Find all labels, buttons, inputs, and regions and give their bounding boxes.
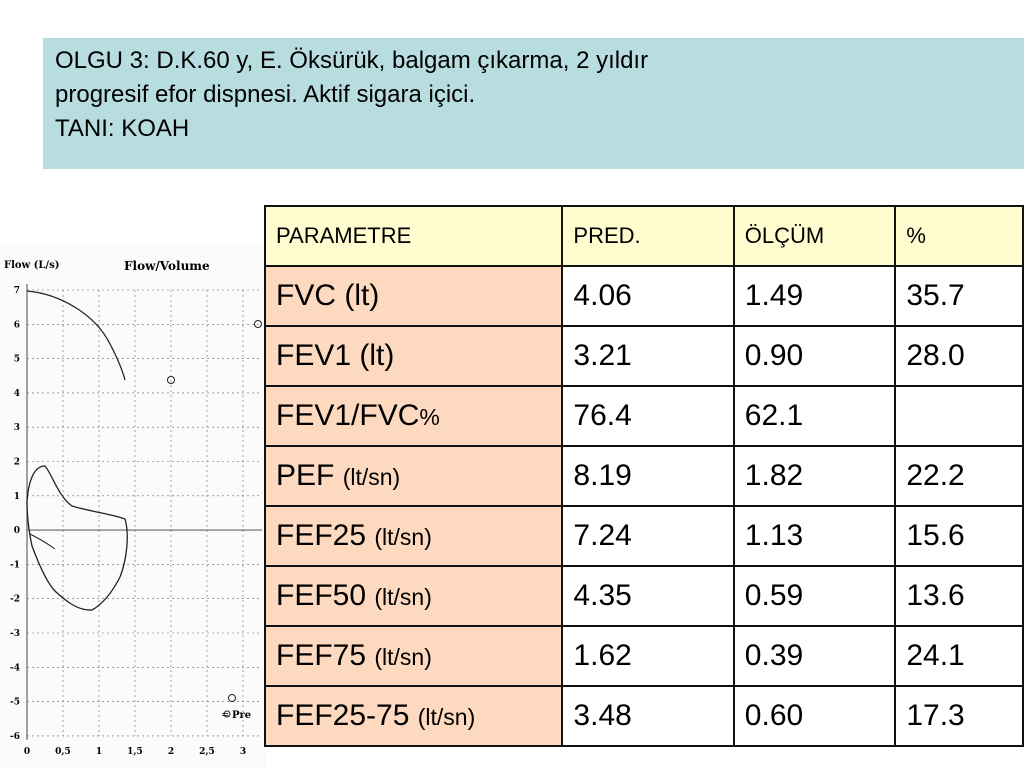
x-tick-label: 3 [239, 746, 247, 757]
case-line-1: OLGU 3: D.K.60 y, E. Öksürük, balgam çıkarma, 2 yıldır [55, 47, 649, 74]
header-parametre: PARAMETRE [265, 206, 562, 266]
pred-cell: 4.06 [562, 266, 733, 326]
olcum-cell: 0.39 [734, 626, 896, 686]
param-cell [265, 326, 562, 386]
param-cell [265, 386, 562, 446]
predicted-expiratory-curve [27, 291, 125, 380]
pred-cell: 76.4 [562, 386, 733, 446]
y-tick-label: 7 [13, 286, 20, 296]
percent-cell: 13.6 [895, 566, 1023, 626]
x-tick-label: 0,5 [55, 746, 71, 757]
y-tick-label: 5 [13, 354, 20, 365]
y-tick-label: 4 [13, 388, 20, 399]
param-cell [265, 266, 562, 326]
predicted-marker-3 [229, 695, 236, 702]
param-name: FEV1/FVC [276, 399, 420, 432]
y-tick-label: -4 [10, 663, 20, 674]
olcum-cell: 1.82 [734, 446, 896, 506]
percent-cell: 35.7 [895, 266, 1023, 326]
param-name: FEV1 (lt) [276, 339, 395, 372]
param-name: FVC (lt) [276, 279, 380, 312]
percent-cell [895, 386, 1023, 446]
header-pred: PRED. [562, 206, 733, 266]
header-percent: % [895, 206, 1023, 266]
x-tick-label: 1 [95, 746, 103, 757]
inner-loop-fragment [30, 534, 55, 549]
percent-cell: 28.0 [895, 326, 1023, 386]
olcum-cell: 0.90 [734, 326, 896, 386]
x-tick-label: 2 [167, 746, 175, 757]
case-header [43, 38, 1024, 169]
header-olcum: ÖLÇÜM [734, 206, 896, 266]
pred-cell: 3.48 [562, 686, 733, 746]
param-cell [265, 686, 562, 746]
y-axis-label: Flow (L/s) [4, 260, 60, 271]
measured-loop-curve [27, 466, 127, 610]
x-tick-label: 1,5 [127, 746, 143, 757]
param-unit: (lt/sn) [374, 584, 432, 610]
param-cell [265, 626, 562, 686]
param-name: FEF50 [276, 579, 375, 612]
legend-dash: = [221, 710, 230, 721]
y-tick-label: 1 [13, 491, 20, 502]
table-row [265, 506, 1023, 566]
y-tick-label: -6 [10, 731, 20, 742]
graph-grid [27, 284, 262, 740]
y-tick-label: 0 [13, 526, 20, 537]
pred-cell: 1.62 [562, 626, 733, 686]
y-tick-label: 3 [13, 423, 20, 434]
olcum-cell: 0.60 [734, 686, 896, 746]
flow-volume-graph [0, 244, 266, 768]
spirometry-table [264, 205, 1024, 747]
table-row [265, 686, 1023, 746]
param-unit: % [419, 404, 440, 430]
param-name: FEF25 [276, 519, 375, 552]
y-tick-label: 2 [13, 457, 20, 468]
olcum-cell: 1.49 [734, 266, 896, 326]
y-tick-label: -3 [10, 629, 20, 639]
percent-cell: 24.1 [895, 626, 1023, 686]
percent-cell: 15.6 [895, 506, 1023, 566]
legend-label: Pre [232, 710, 252, 721]
param-cell [265, 566, 562, 626]
param-cell [265, 446, 562, 506]
y-tick-labels [10, 286, 20, 742]
pred-cell: 7.24 [562, 506, 733, 566]
olcum-cell: 62.1 [734, 386, 896, 446]
case-line-2: progresif efor dispnesi. Aktif sigara içici. [55, 81, 476, 108]
percent-cell: 22.2 [895, 446, 1023, 506]
param-unit: (lt/sn) [342, 464, 401, 490]
param-unit: (lt/sn) [374, 644, 432, 670]
table-row [265, 626, 1023, 686]
pred-cell: 8.19 [562, 446, 733, 506]
param-unit: (lt/sn) [374, 524, 432, 550]
table-row [265, 326, 1023, 386]
olcum-cell: 1.13 [734, 506, 896, 566]
x-tick-labels [24, 747, 246, 757]
param-name: PEF [276, 459, 343, 492]
param-unit: (lt/sn) [417, 704, 476, 730]
table-row [265, 566, 1023, 626]
param-name: FEF25-75 [276, 699, 418, 732]
pred-cell: 4.35 [562, 566, 733, 626]
table-row [265, 386, 1023, 446]
x-tick-label: 2,5 [199, 746, 215, 757]
x-tick-label: 0 [23, 746, 31, 757]
param-cell [265, 506, 562, 566]
pred-cell: 3.21 [562, 326, 733, 386]
flow-volume-scan [0, 244, 266, 768]
param-name: FEF75 [276, 639, 375, 672]
diagnosis-line: TANI: KOAH [55, 115, 190, 142]
table-header-row [265, 206, 1023, 266]
table-row [265, 266, 1023, 326]
table-row [265, 446, 1023, 506]
y-tick-label: 6 [13, 320, 20, 331]
y-tick-label: -1 [10, 560, 20, 571]
y-tick-label: -5 [10, 697, 20, 708]
graph-title: Flow/Volume [124, 259, 210, 273]
olcum-cell: 0.59 [734, 566, 896, 626]
percent-cell: 17.3 [895, 686, 1023, 746]
y-tick-label: -2 [10, 594, 20, 605]
